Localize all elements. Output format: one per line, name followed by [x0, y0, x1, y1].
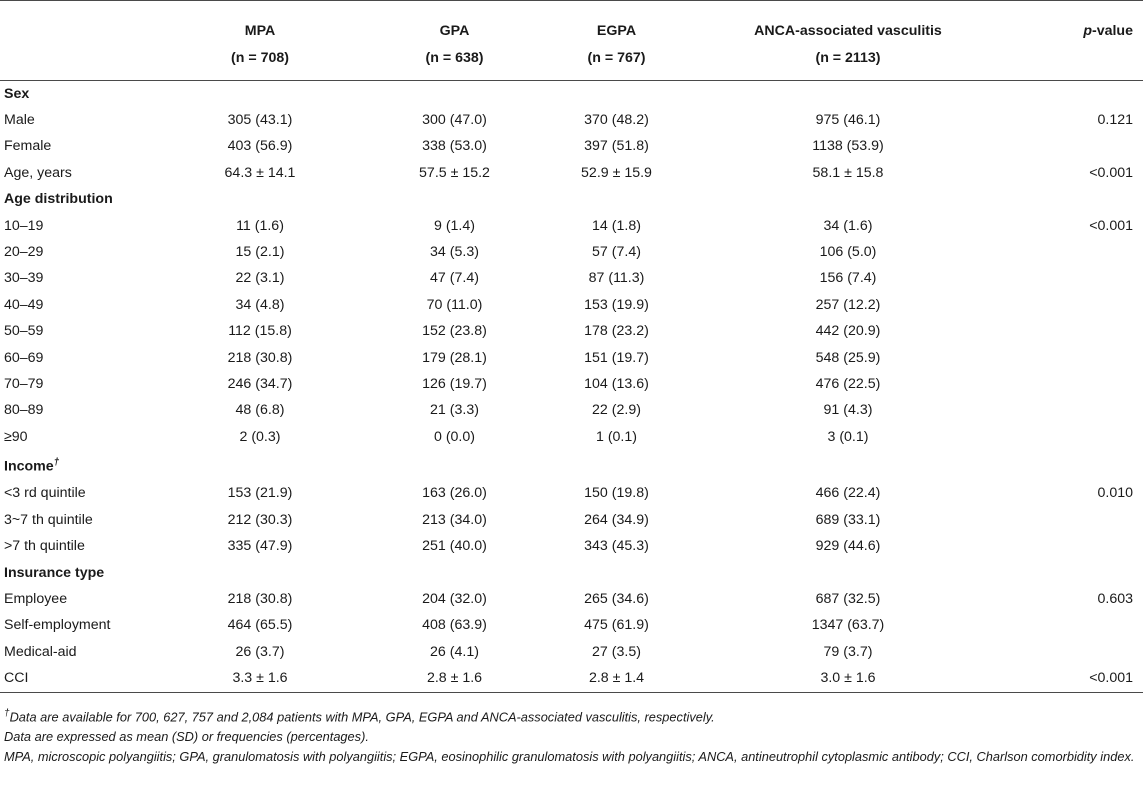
table-row — [0, 107, 1143, 133]
table-row — [0, 265, 1143, 291]
pvalue-cell — [990, 318, 1143, 344]
row-label-text: 40–49 — [4, 296, 44, 313]
pvalue-cell — [990, 612, 1143, 638]
row-label-text: Insurance type — [4, 564, 105, 581]
value-cell: 156 (7.4) — [819, 270, 877, 287]
row-label — [0, 639, 138, 665]
pvalue-cell — [990, 80, 1143, 107]
row-label-text: >7 th quintile — [4, 538, 85, 555]
row-label — [0, 160, 138, 186]
value-cell: 27 (3.5) — [592, 643, 641, 660]
pvalue-cell — [990, 397, 1143, 423]
pvalue-cell — [990, 133, 1143, 159]
section-row — [0, 80, 1143, 107]
row-label-text: ≥90 — [4, 428, 28, 445]
section-row — [0, 186, 1143, 212]
value-cell: 58.1 ± 15.8 — [812, 164, 884, 181]
value-cell: 106 (5.0) — [819, 243, 877, 260]
pvalue-cell — [990, 639, 1143, 665]
table-row — [0, 133, 1143, 159]
row-label — [0, 612, 138, 638]
value-cell: 204 (32.0) — [422, 590, 487, 607]
pvalue-cell — [990, 560, 1143, 586]
footnote-availability — [4, 704, 1139, 727]
value-cell: 975 (46.1) — [815, 111, 881, 128]
value-cell: 126 (19.7) — [422, 375, 487, 392]
value-cell: 464 (65.5) — [227, 617, 293, 634]
row-label-text: 10–19 — [4, 217, 44, 234]
row-label — [0, 397, 138, 423]
value-cell: 403 (56.9) — [227, 138, 293, 155]
section-label — [0, 186, 138, 212]
value-cell: 2.8 ± 1.4 — [527, 665, 706, 692]
row-label — [0, 107, 138, 133]
row-label-text: 30–39 — [4, 270, 44, 287]
table-row — [0, 507, 1143, 533]
table-row — [0, 424, 1143, 450]
value-cell — [706, 560, 990, 586]
value-cell: 47 (7.4) — [430, 270, 479, 287]
value-cell: 178 (23.2) — [584, 323, 649, 340]
section-row — [0, 450, 1143, 480]
header-gpa — [382, 0, 527, 80]
value-cell: 11 (1.6) — [236, 217, 284, 234]
header-egpa-name: EGPA — [596, 23, 637, 39]
value-cell: 153 (19.9) — [584, 296, 649, 313]
value-cell: 548 (25.9) — [815, 349, 881, 366]
value-cell — [382, 80, 527, 107]
table-row — [0, 612, 1143, 638]
table-row — [0, 213, 1143, 239]
table-header — [0, 0, 1143, 80]
value-cell: 0 (0.0) — [433, 428, 475, 445]
value-cell: 251 (40.0) — [422, 538, 487, 555]
value-cell: 343 (45.3) — [584, 538, 649, 555]
row-label-text: <3 rd quintile — [4, 485, 86, 502]
value-cell: 218 (30.8) — [227, 349, 293, 366]
row-label-text: 80–89 — [4, 402, 44, 419]
row-label — [0, 213, 138, 239]
value-cell — [706, 80, 990, 107]
row-label-text: 3~7 th quintile — [4, 511, 93, 528]
table-row — [0, 586, 1143, 612]
pvalue-cell — [990, 507, 1143, 533]
value-cell: 265 (34.6) — [584, 590, 649, 607]
value-cell: 476 (22.5) — [815, 375, 881, 392]
value-cell: 264 (34.9) — [584, 511, 649, 528]
value-cell: 22 (2.9) — [592, 402, 641, 419]
pvalue-cell — [990, 292, 1143, 318]
value-cell: 257 (12.2) — [815, 296, 881, 313]
value-cell — [382, 560, 527, 586]
value-cell — [382, 450, 527, 480]
value-cell: 218 (30.8) — [227, 590, 293, 607]
value-cell: 2 (0.3) — [239, 428, 281, 445]
value-cell: 34 (5.3) — [430, 243, 479, 260]
value-cell: 408 (63.9) — [422, 617, 487, 634]
row-label — [0, 345, 138, 371]
value-cell: 300 (47.0) — [422, 111, 487, 128]
value-cell: 153 (21.9) — [227, 485, 293, 502]
value-cell — [138, 80, 382, 107]
value-cell: 112 (15.8) — [228, 323, 292, 340]
pvalue-cell — [990, 424, 1143, 450]
row-label-text: 60–69 — [4, 349, 44, 366]
row-label — [0, 265, 138, 291]
header-gpa-name: GPA — [439, 23, 470, 39]
value-cell — [527, 80, 706, 107]
table-row — [0, 533, 1143, 559]
value-cell: 335 (47.9) — [227, 538, 293, 555]
row-label-text: Sex — [4, 85, 30, 102]
row-label-text: 70–79 — [4, 375, 44, 392]
table-row — [0, 318, 1143, 344]
pvalue-cell: 0.121 — [1097, 111, 1133, 128]
row-label — [0, 665, 138, 692]
value-cell: 212 (30.3) — [227, 511, 293, 528]
footnote-abbreviations: MPA, microscopic polyangiitis; GPA, granulomatosis with polyangiitis; EGPA, eosinophilic granulomatosis with polyangiitis; ANCA, antineutrophil cytoplasmic antibody; CCI, Charlson comorbidity index. — [4, 749, 1135, 765]
header-mpa-name: MPA — [244, 23, 276, 39]
pvalue-cell: 0.010 — [1097, 485, 1133, 502]
value-cell — [706, 186, 990, 212]
value-cell: 370 (48.2) — [584, 111, 649, 128]
header-pvalue — [990, 0, 1143, 80]
table-row — [0, 239, 1143, 265]
row-label-text: CCI — [4, 670, 29, 687]
value-cell: 246 (34.7) — [227, 375, 293, 392]
value-cell: 34 (1.6) — [823, 217, 873, 234]
table-body — [0, 80, 1143, 692]
footnote-dagger: † — [4, 708, 10, 719]
header-blank-cell — [0, 0, 138, 80]
value-cell: 79 (3.7) — [823, 643, 873, 660]
row-label — [0, 371, 138, 397]
value-cell: 397 (51.8) — [584, 138, 649, 155]
pvalue-cell — [990, 186, 1143, 212]
value-cell: 2.8 ± 1.6 — [382, 665, 527, 692]
value-cell: 152 (23.8) — [422, 323, 487, 340]
pvalue-cell — [990, 533, 1143, 559]
row-label-text: Medical-aid — [4, 643, 77, 660]
header-mpa — [138, 0, 382, 80]
row-label-text: Age, years — [4, 164, 72, 181]
value-cell: 22 (3.1) — [235, 270, 285, 287]
value-cell: 442 (20.9) — [815, 323, 881, 340]
pvalue-cell — [990, 450, 1143, 480]
value-cell — [138, 560, 382, 586]
row-label-text: Employee — [4, 590, 68, 607]
pvalue-cell: <0.001 — [1089, 164, 1133, 181]
value-cell: 14 (1.8) — [592, 217, 641, 234]
value-cell: 104 (13.6) — [584, 375, 649, 392]
value-cell: 305 (43.1) — [227, 111, 293, 128]
value-cell: 87 (11.3) — [588, 270, 645, 287]
section-label — [0, 80, 138, 107]
value-cell — [527, 450, 706, 480]
value-cell: 687 (32.5) — [815, 590, 881, 607]
pvalue-cell — [990, 345, 1143, 371]
value-cell: 3.0 ± 1.6 — [706, 665, 990, 692]
value-cell: 466 (22.4) — [815, 485, 881, 502]
value-cell: 151 (19.7) — [584, 349, 649, 366]
value-cell: 179 (28.1) — [422, 349, 487, 366]
table-row — [0, 160, 1143, 186]
table-row — [0, 292, 1143, 318]
value-cell: 163 (26.0) — [422, 485, 487, 502]
value-cell: 213 (34.0) — [422, 511, 487, 528]
table-row — [0, 639, 1143, 665]
value-cell: 3 (0.1) — [827, 428, 869, 445]
row-label — [0, 239, 138, 265]
table-row — [0, 480, 1143, 506]
table-footnotes — [4, 704, 1139, 767]
value-cell: 26 (3.7) — [235, 643, 285, 660]
dagger-mark: † — [53, 457, 60, 469]
value-cell — [138, 186, 382, 212]
row-label — [0, 133, 138, 159]
value-cell: 64.3 ± 14.1 — [224, 164, 296, 181]
value-cell: 70 (11.0) — [426, 296, 483, 313]
value-cell — [527, 186, 706, 212]
value-cell: 475 (61.9) — [584, 617, 649, 634]
row-label — [0, 424, 138, 450]
value-cell: 1138 (53.9) — [812, 138, 884, 155]
footnote-expression: Data are expressed as mean (SD) or frequencies (percentages). — [4, 729, 369, 745]
pvalue-cell — [990, 371, 1143, 397]
table-row — [0, 371, 1143, 397]
row-label — [0, 586, 138, 612]
value-cell: 15 (2.1) — [235, 243, 285, 260]
section-label — [0, 450, 138, 480]
value-cell: 689 (33.1) — [815, 511, 881, 528]
pvalue-cell: <0.001 — [990, 665, 1143, 692]
pvalue-cell — [990, 265, 1143, 291]
row-label — [0, 318, 138, 344]
value-cell: 52.9 ± 15.9 — [581, 164, 652, 181]
row-label-text: Female — [4, 138, 52, 155]
value-cell: 1 (0.1) — [595, 428, 637, 445]
header-anca — [706, 0, 990, 80]
value-cell — [706, 450, 990, 480]
value-cell — [138, 450, 382, 480]
table-row — [0, 397, 1143, 423]
value-cell: 57.5 ± 15.2 — [419, 164, 490, 181]
row-label-text: 50–59 — [4, 323, 44, 340]
value-cell: 91 (4.3) — [823, 402, 873, 419]
row-label-text: Age distribution — [4, 191, 113, 208]
row-label — [0, 480, 138, 506]
row-label — [0, 292, 138, 318]
value-cell — [382, 186, 527, 212]
row-label-text: Self-employment — [4, 617, 111, 634]
value-cell: 3.3 ± 1.6 — [138, 665, 382, 692]
row-label-text: 20–29 — [4, 243, 44, 260]
header-pvalue-rest: -value — [1091, 23, 1133, 39]
pvalue-cell: 0.603 — [1097, 590, 1133, 607]
header-anca-name: ANCA-associated vasculitis — [754, 23, 942, 39]
row-label-text: Income — [4, 458, 54, 475]
value-cell: 1347 (63.7) — [811, 617, 885, 634]
value-cell: 48 (6.8) — [235, 402, 285, 419]
value-cell: 26 (4.1) — [430, 643, 479, 660]
pvalue-cell: <0.001 — [1089, 217, 1133, 234]
pvalue-cell — [990, 239, 1143, 265]
table-row — [0, 345, 1143, 371]
table-row — [0, 665, 1143, 692]
header-pvalue-p: p — [1083, 23, 1092, 39]
value-cell: 34 (4.8) — [235, 296, 285, 313]
header-egpa — [527, 0, 706, 80]
header-egpa-n: (n = 767) — [587, 50, 646, 66]
footnote-availability-text: Data are available for 700, 627, 757 and 2,084 patients with MPA, GPA, EGPA and ANCA-associated vasculitis, respectively. — [9, 709, 715, 725]
row-label — [0, 507, 138, 533]
value-cell: 929 (44.6) — [815, 538, 881, 555]
header-anca-n: (n = 2113) — [815, 50, 881, 66]
value-cell: 150 (19.8) — [584, 485, 649, 502]
section-label — [0, 560, 138, 586]
value-cell: 21 (3.3) — [430, 402, 479, 419]
value-cell: 57 (7.4) — [592, 243, 641, 260]
header-mpa-n: (n = 708) — [231, 50, 289, 66]
row-label-text: Male — [4, 111, 35, 128]
section-row — [0, 560, 1143, 586]
header-gpa-n: (n = 638) — [425, 50, 484, 66]
value-cell: 338 (53.0) — [422, 138, 487, 155]
value-cell: 9 (1.4) — [433, 217, 475, 234]
value-cell — [527, 560, 706, 586]
row-label — [0, 533, 138, 559]
